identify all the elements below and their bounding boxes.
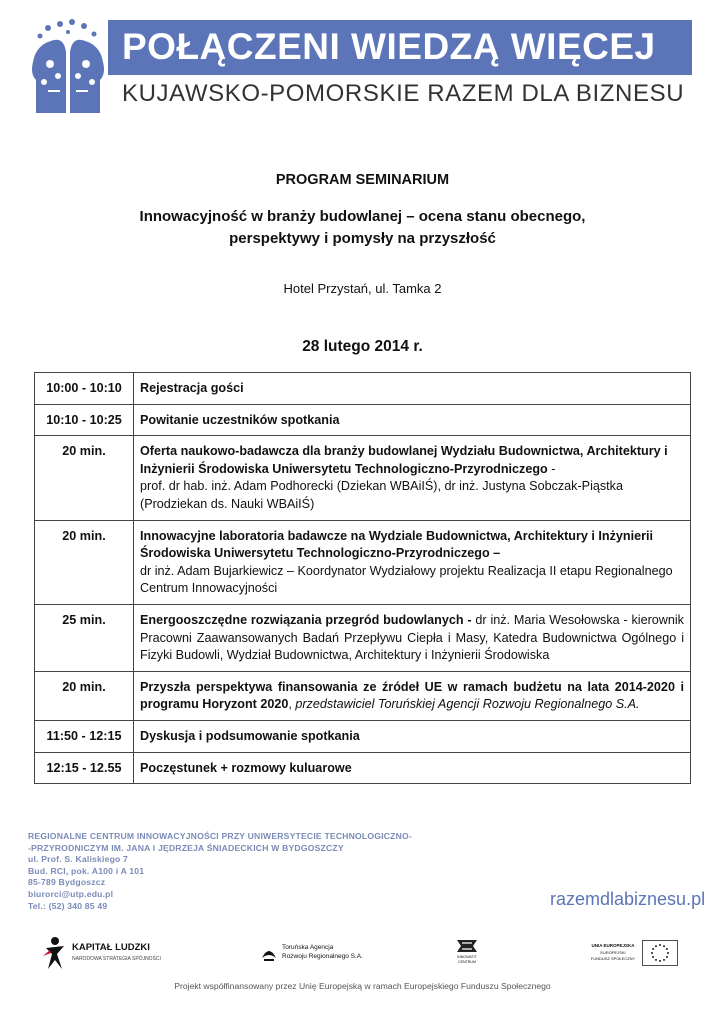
agency-emblem-icon: [260, 944, 278, 962]
row-description: [134, 436, 691, 520]
table-row: [35, 436, 691, 520]
row-speakers: dr inż. Maria Wesołowska - kierownik Pracowni Zaawansowanych Badań Przepływu Ciepła i Masy, Katedra Budownictwa Ogólnego i Fizyki Budowli, Wydział Budownictwa, Architektury i Inżynierii Środowiska: [140, 612, 684, 663]
innovation-line2: CENTRUM: [458, 960, 476, 964]
kapital-ludzki-sub: NARODOWA STRATEGIA SPÓJNOŚCI: [72, 956, 161, 962]
row-title: Dyskusja i podsumowanie spotkania: [140, 728, 360, 743]
row-description: [134, 604, 691, 671]
row-time: 11:50 - 12:15: [35, 720, 134, 752]
row-separator: ,: [288, 697, 296, 712]
human-figure-icon: [42, 936, 68, 970]
innovation-line1: INNOWATIT: [457, 955, 477, 959]
row-title: Przyszła perspektywa finansowania ze źródeł UE w ramach budżetu na lata 2014-2020 i programu Horyzont 2020: [140, 679, 684, 712]
venue: Hotel Przystań, ul. Tamka 2: [283, 281, 442, 296]
table-row: [35, 604, 691, 671]
table-row: [35, 404, 691, 436]
row-title: Powitanie uczestników spotkania: [140, 412, 340, 427]
row-speakers: przedstawiciel Toruńskiej Agencji Rozwoju Regionalnego S.A.: [295, 697, 640, 712]
email-link[interactable]: biurorci@utp.edu.pl: [28, 888, 114, 899]
row-description: [134, 373, 691, 405]
kapital-ludzki-logo: [42, 936, 162, 970]
agency-name-line1: Toruńska Agencja: [282, 944, 334, 951]
row-description: [134, 720, 691, 752]
eu-logo: [590, 940, 682, 968]
address-line: REGIONALNE CENTRUM INNOWACYJNOŚCI PRZY UNIWERSYTECIE TECHNOLOGICZNO-: [28, 831, 412, 841]
row-title: Rejestracja gości: [140, 381, 244, 395]
kapital-ludzki-name: KAPITAŁ LUDZKI: [72, 942, 150, 953]
eu-flag-icon: [642, 940, 678, 966]
seminar-title-line2: perspektywy i pomysły na przyszłość: [229, 230, 496, 247]
phone-number: Tel.: (52) 340 85 49: [28, 900, 108, 911]
header-subtitle: KUJAWSKO-POMORSKIE RAZEM DLA BIZNESU: [122, 80, 685, 107]
table-row: [35, 373, 691, 405]
row-speakers: - prof. dr hab. inż. Adam Podhorecki (Dziekan WBAiIŚ), dr inż. Justyna Sobczak-Piąstka (Prodziekan ds. Nauki WBAiIŚ): [140, 461, 623, 511]
row-description: [134, 671, 691, 720]
row-description: [134, 752, 691, 784]
program-heading: PROGRAM SEMINARIUM: [275, 172, 450, 188]
row-description: [134, 404, 691, 436]
row-title: Poczęstunek + rozmowy kuluarowe: [140, 760, 352, 775]
address-line: 85-789 Bydgoszcz: [28, 877, 106, 888]
table-row: [35, 671, 691, 720]
row-time: 25 min.: [35, 604, 134, 671]
row-time: 10:10 - 10:25: [35, 404, 134, 436]
row-time: 20 min.: [35, 671, 134, 720]
seminar-title: [0, 206, 725, 250]
footer-address: [28, 831, 412, 912]
row-time: 10:00 - 10:10: [35, 373, 134, 405]
event-date: 28 lutego 2014 r.: [302, 338, 423, 355]
seminar-title-line1: Innowacyjność w branży budowlanej – ocena stanu obecnego,: [139, 208, 586, 225]
row-description: [134, 520, 691, 604]
row-time: 12:15 - 12.55: [35, 752, 134, 784]
innovation-emblem-icon: [456, 938, 478, 954]
row-time: 20 min.: [35, 520, 134, 604]
address-line: ul. Prof. S. Kaliskiego 7: [28, 854, 129, 865]
row-time: 20 min.: [35, 436, 134, 520]
eu-line3: FUNDUSZ SPOŁECZNY: [590, 956, 636, 961]
agency-name-line2: Rozwoju Regionalnego S.A.: [282, 953, 363, 960]
table-row: [35, 720, 691, 752]
eu-line1: UNIA EUROPEJSKA: [591, 943, 635, 948]
innovation-centre-logo: [452, 938, 482, 968]
address-line: -PRZYRODNICZYM IM. JANA I JĘDRZEJA ŚNIADECKICH W BYDGOSZCZY: [28, 842, 344, 853]
cofinancing-footnote: Projekt współfinansowany przez Unię Europejską w ramach Europejskiego Funduszu Społecznego: [174, 981, 551, 991]
eu-line2: EUROPEJSKI: [600, 950, 626, 955]
address-line: Bud. RCI, pok. A100 i A 101: [28, 865, 145, 876]
table-row: [35, 752, 691, 784]
table-row: [35, 520, 691, 604]
row-speakers: dr inż. Adam Bujarkiewicz – Koordynator Wydziałowy projektu Realizacja II etapu Regionalnego Centrum Innowacyjności: [140, 563, 673, 596]
header-banner: [108, 20, 692, 75]
two-heads-logo-icon: [28, 18, 108, 118]
row-title: Energooszczędne rozwiązania przegród budowlanych -: [140, 612, 472, 627]
row-title: Innowacyjne laboratoria badawcze na Wydziale Budownictwa, Architektury i Inżynierii Środowiska Uniwersytetu Technologiczno-Przyrodniczego –: [140, 528, 653, 561]
banner-title: POŁĄCZENI WIEDZĄ WIĘCEJ: [122, 26, 656, 67]
website-link[interactable]: razemdlabiznesu.pl: [550, 889, 706, 909]
torun-agency-logo: [260, 942, 370, 966]
schedule-table: [34, 372, 691, 784]
row-title: Oferta naukowo-badawcza dla branży budowlanej Wydziału Budownictwa, Architektury i Inżynierii Środowiska Uniwersytetu Technologiczno-Przyrodniczego: [140, 444, 668, 476]
